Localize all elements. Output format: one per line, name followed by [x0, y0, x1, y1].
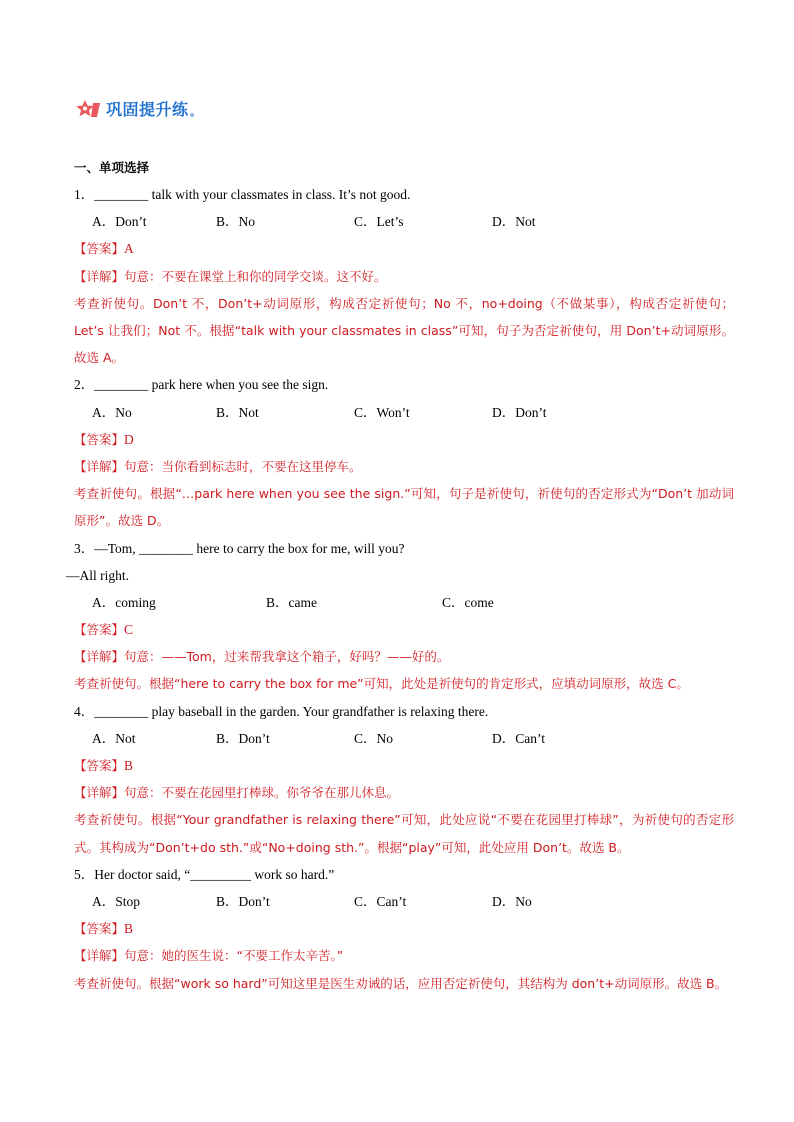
answer-value: C — [124, 622, 134, 638]
option-c: C．come — [442, 594, 494, 610]
question-stem — [74, 861, 734, 888]
question-text: ________ park here when you see the sign. — [94, 377, 329, 393]
option-a: A．Not — [92, 730, 136, 746]
option-c: C．Won’t — [354, 404, 410, 420]
explanation: 考查祈使句。根据“…park here when you see the sign.”可知，句子是祈使句，祈使句的否定形式为“Don’t 加动词原形”。故选 D。 — [74, 486, 734, 529]
question-stem — [74, 698, 734, 725]
option-c: C．No — [354, 730, 394, 746]
option-b: B．Don’t — [216, 894, 270, 909]
option-c: C．Let’s — [354, 214, 404, 230]
question-text: —Tom, ________ here to carry the box for me, will you? — [94, 540, 405, 556]
detail-line: 【详解】句意：不要在花园里打棒球。你爷爷在那儿休息。 — [74, 785, 400, 801]
option-a: A．Stop — [92, 894, 141, 909]
option-c: C．Can’t — [354, 894, 407, 909]
section-heading: 一、单项选择 — [74, 160, 150, 175]
question-stem — [74, 371, 734, 398]
answer-line: 【答案】C — [74, 622, 134, 638]
option-d: D．Don’t — [492, 404, 547, 420]
explanation: 考查祈使句。根据“Your grandfather is relaxing there”可知，此处应说“不要在花园里打棒球”，为祈使句的否定形式。其构成为“Don’t+do sth.”或“No+doing sth.”。根据“play”可知，此处应用 Don’t。故选 B。 — [74, 812, 734, 855]
question-stem — [74, 181, 734, 208]
question-list — [66, 155, 734, 997]
answer-line: 【答案】A — [74, 241, 134, 257]
sentence-meaning: 句意：她的医生说：“不要工作太辛苦。” — [124, 948, 344, 964]
explanation: 考查祈使句。Don’t 不，Don’t+动词原形，构成否定祈使句；No 不，no+doing（不做某事），构成否定祈使句；Let’s 让我们；Not 不。根据“talk with your classmates in class”可知，句子为否定祈使句，用 Don’t+动词原形。故选 A。 — [74, 295, 734, 366]
option-d: D．Can’t — [492, 730, 545, 746]
detail-line: 【详解】句意：当你看到标志时，不要在这里停车。 — [74, 458, 362, 474]
question-number: 2． — [74, 377, 95, 393]
answer-line: 【答案】D — [74, 431, 134, 447]
answer-value: B — [124, 921, 134, 937]
sentence-meaning: 句意：不要在课堂上和你的同学交谈。这不好。 — [124, 268, 387, 284]
question-text: Her doctor said, “_________ work so hard.” — [94, 866, 335, 882]
option-row — [74, 399, 734, 426]
answer-line: 【答案】B — [74, 921, 134, 937]
sentence-meaning: 句意：不要在花园里打棒球。你爷爷在那儿休息。 — [124, 785, 400, 801]
question-number: 4． — [74, 703, 95, 719]
option-b: B．No — [216, 214, 256, 230]
option-row — [74, 208, 734, 235]
question-number: 3． — [74, 540, 95, 556]
question-text: ________ play baseball in the garden. Your grandfather is relaxing there. — [94, 703, 489, 719]
explanation: 考查祈使句。根据“here to carry the box for me”可知，此处是祈使句的肯定形式，应填动词原形，故选 C。 — [74, 676, 689, 692]
sentence-meaning: 句意：当你看到标志时，不要在这里停车。 — [124, 458, 362, 474]
detail-line: 【详解】句意：她的医生说：“不要工作太辛苦。” — [74, 948, 344, 964]
answer-value: A — [124, 241, 134, 257]
option-d: D．Not — [492, 214, 536, 230]
question-number: 5． — [74, 866, 95, 882]
option-d: D．No — [492, 894, 532, 909]
page-title: 巩固提升练 — [106, 100, 189, 119]
option-a: A．No — [92, 404, 132, 420]
option-b: B．Not — [216, 404, 259, 420]
title-dot — [190, 113, 194, 117]
option-row — [74, 888, 734, 915]
detail-line: 【详解】句意：不要在课堂上和你的同学交谈。这不好。 — [74, 268, 387, 284]
answer-value: B — [124, 758, 134, 774]
question-stem — [74, 535, 734, 562]
option-row — [74, 725, 734, 752]
question-number: 1． — [74, 187, 95, 202]
question-text: ________ talk with your classmates in class. It’s not good. — [94, 187, 411, 202]
option-b: B．came — [266, 594, 317, 610]
star-badge-icon — [76, 98, 102, 120]
dialogue-reply: —All right. — [66, 567, 129, 583]
answer-value: D — [124, 431, 134, 447]
option-a: A．coming — [92, 594, 156, 610]
option-b: B．Don’t — [216, 730, 270, 746]
section-header — [76, 97, 194, 120]
sentence-meaning: 句意：——Tom，过来帮我拿这个箱子，好吗？——好的。 — [124, 649, 450, 665]
explanation: 考查祈使句。根据“work so hard”可知这里是医生劝诫的话，应用否定祈使句，其结构为 don’t+动词原形。故选 B。 — [74, 975, 728, 991]
answer-line: 【答案】B — [74, 758, 134, 774]
detail-line: 【详解】句意：——Tom，过来帮我拿这个箱子，好吗？——好的。 — [74, 649, 450, 665]
option-row — [74, 589, 734, 616]
option-a: A．Don’t — [92, 214, 147, 230]
